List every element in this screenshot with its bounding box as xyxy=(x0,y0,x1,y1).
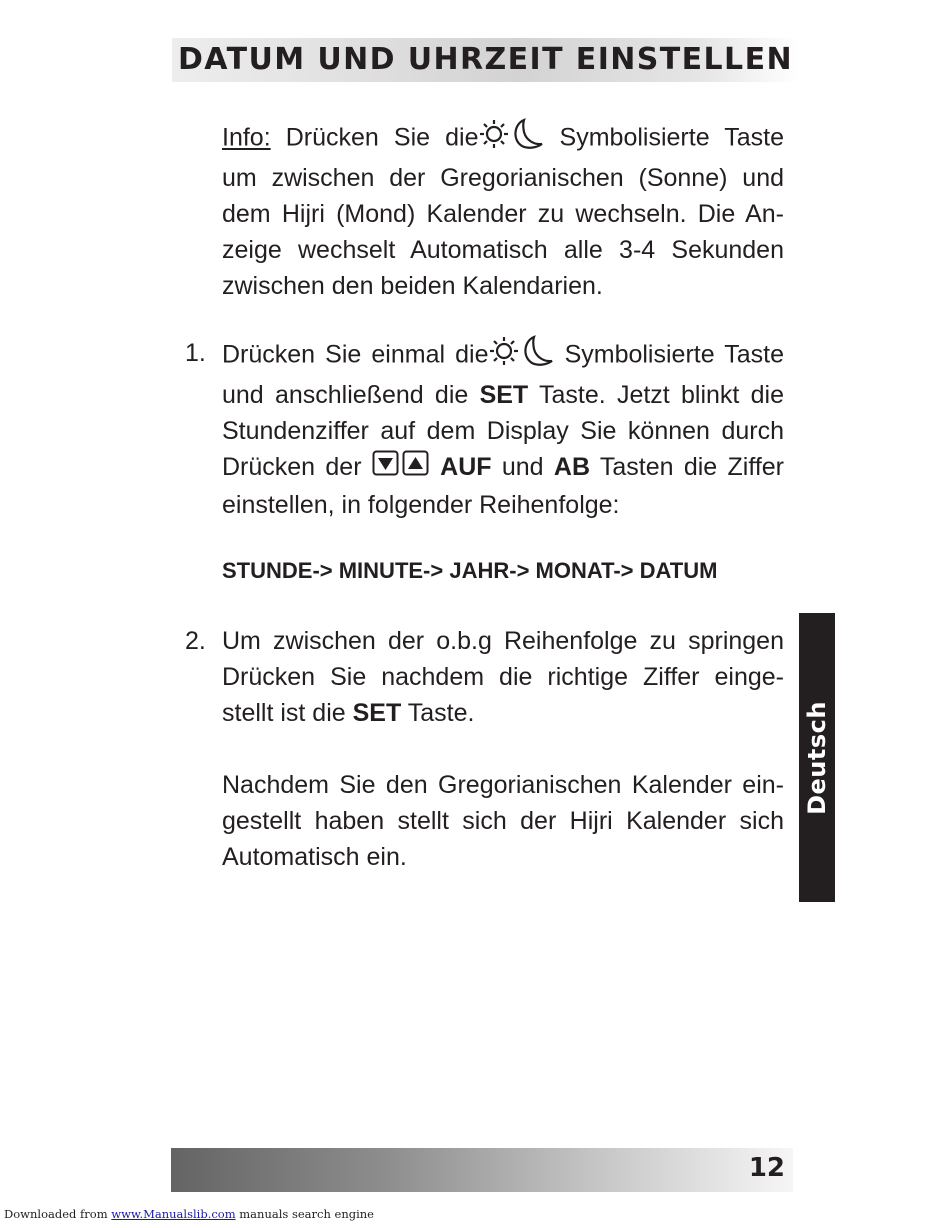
auf-keyword: AUF xyxy=(440,453,492,481)
step-1-paragraph: Drücken Sie einmal die Symbolisierte Taste und anschließend die SET Taste. Jetzt blinkt die Stundenziffer auf dem Display Sie können durch Drücken der AUF und AB Tasten die Ziffer einstellen, in folgender Reihenfolge: xyxy=(222,335,784,523)
sun-moon-icon xyxy=(478,118,544,160)
sun-icon xyxy=(480,120,508,148)
step-2-number: 2. xyxy=(185,627,206,655)
moon-icon xyxy=(516,120,543,148)
set-keyword: SET xyxy=(479,381,529,409)
sun-moon-icon xyxy=(488,335,554,377)
page-header xyxy=(172,38,799,82)
sun-icon xyxy=(490,337,518,365)
info-paragraph: Info: Drücken Sie die Symbolisierte Taste um zwischen der Gregorianischen (Sonne) und dem Hijri (Mond) Kalender zu wechseln. Die An-zeige wechselt Automatisch alle 3-4 Sekunden zwischen den beiden Kalendarien. xyxy=(222,118,784,304)
setting-sequence: STUNDE-> MINUTE-> JAHR-> MONAT-> DATUM xyxy=(222,558,718,583)
manualslib-link[interactable]: www.Manualslib.com xyxy=(111,1207,236,1221)
up-arrow-button-icon xyxy=(403,452,427,475)
language-tab-label: Deutsch xyxy=(803,700,831,815)
download-note: Downloaded from www.Manualslib.com manuals search engine xyxy=(4,1207,374,1221)
step-1-number: 1. xyxy=(185,339,206,367)
language-tab xyxy=(799,613,835,902)
step-2-paragraph: Um zwischen der o.b.g Reihenfolge zu springen Drücken Sie nachdem die richtige Ziffer einge-stellt ist die SET Taste. xyxy=(222,627,784,727)
down-up-buttons-icon xyxy=(372,449,430,487)
down-arrow-button-icon xyxy=(373,452,397,475)
moon-icon xyxy=(526,337,553,365)
footer-bar xyxy=(171,1148,793,1192)
page-title: DATUM UND UHRZEIT EINSTELLEN xyxy=(178,42,793,77)
ab-keyword: AB xyxy=(553,453,590,481)
page-number: 12 xyxy=(748,1153,785,1183)
note-paragraph: Nachdem Sie den Gregorianischen Kalender ein-gestellt haben stellt sich der Hijri Kalender sich Automatisch ein. xyxy=(222,771,784,871)
set-keyword: SET xyxy=(352,699,402,727)
info-label: Info: xyxy=(222,123,271,152)
